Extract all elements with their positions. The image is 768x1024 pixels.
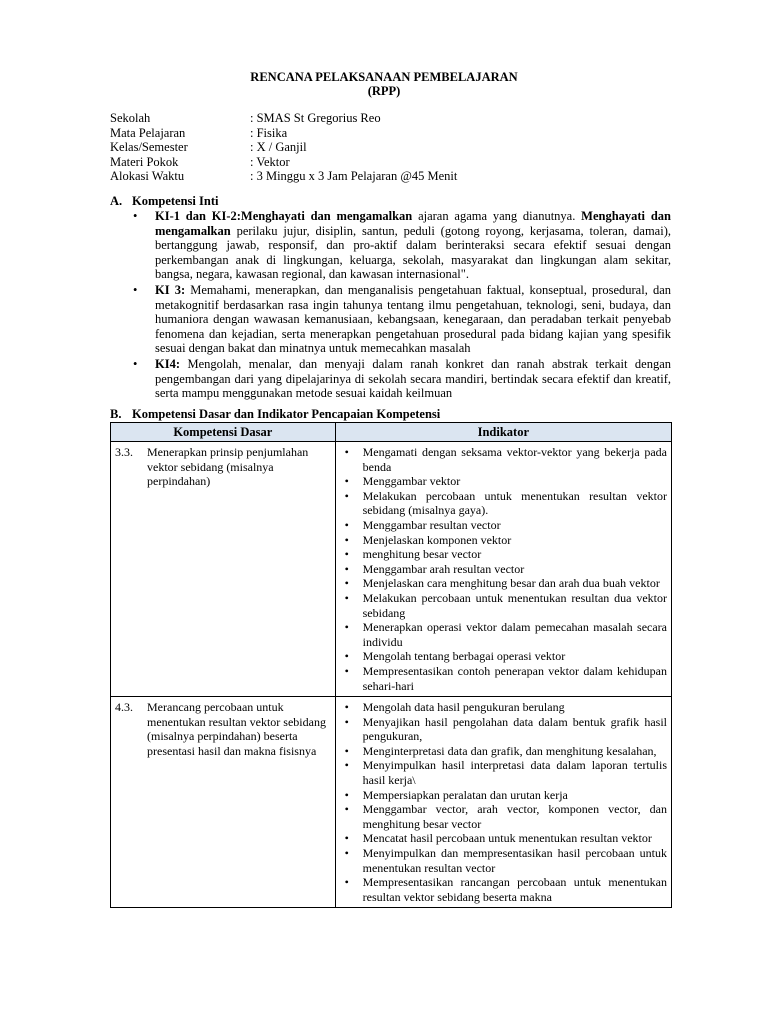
indicator-item <box>340 744 667 759</box>
indicator-item <box>340 591 667 620</box>
section-b-heading <box>110 407 440 422</box>
bullet-icon: • <box>344 576 349 591</box>
bullet-icon: • <box>133 209 138 223</box>
info-label: Kelas/Semester <box>110 140 188 154</box>
table-row <box>111 697 672 908</box>
bullet-icon: • <box>344 517 349 532</box>
info-row-materi-pokok <box>110 155 670 170</box>
indicator-text: Mempersiapkan peralatan dan urutan kerja <box>362 787 568 802</box>
bullet-icon: • <box>344 714 349 729</box>
kd-number: 4.3. <box>115 700 133 715</box>
indicator-item <box>340 802 667 831</box>
ki-item-1 <box>133 209 671 282</box>
indicator-text: Menjelaskan cara menghitung besar dan arah dua buah vektor <box>362 576 660 591</box>
indicator-item <box>340 758 667 787</box>
table-row <box>111 442 672 697</box>
bullet-icon: • <box>344 787 349 802</box>
bullet-icon: • <box>344 831 349 846</box>
kd-number: 3.3. <box>115 445 133 459</box>
indicator-item <box>340 664 667 693</box>
ki-text: ajaran agama yang dianutnya. <box>412 209 582 223</box>
ki-bold: KI4: <box>155 356 180 371</box>
indicator-text: Menjelaskan komponen vektor <box>362 532 512 547</box>
info-row-mata-pelajaran <box>110 126 670 141</box>
bullet-icon: • <box>344 649 349 664</box>
info-value: : 3 Minggu x 3 Jam Pelajaran @45 Menit <box>250 169 458 183</box>
bullet-icon: • <box>344 700 349 715</box>
bullet-icon: • <box>344 474 349 489</box>
bullet-icon: • <box>344 875 349 890</box>
ki-item-4 <box>133 357 671 401</box>
bullet-icon: • <box>344 445 349 459</box>
indicator-text: Menerapkan operasi vektor dalam pemecahan masalah secara individu <box>362 620 667 649</box>
info-row-alokasi-waktu <box>110 169 670 184</box>
info-label: Mata Pelajaran <box>110 125 186 140</box>
indicator-text: Melakukan percobaan untuk menentukan resultan dua vektor sebidang <box>362 590 667 620</box>
indicator-list <box>340 445 667 693</box>
indicator-item <box>340 649 667 664</box>
ki-item-3 <box>133 283 671 356</box>
ki-text: perilaku jujur, disiplin, santun, peduli (gotong royong, kerjasama, toleran, damai), bertanggung jawab, responsif, dan pro-aktif dalam berinteraksi secara efektif sesuai dengan perkembangan anak di lingkungan, keluarga, sekolah, masyarakat dan lingkungan alam sekitar, bangsa, negara, kawasan regional, dan kawasan internasional". <box>155 223 671 282</box>
indicator-text: Mempresentasikan rancangan percobaan untuk menentukan resultan vektor sebidang beserta makna <box>362 875 667 904</box>
info-value: : Vektor <box>250 154 290 169</box>
bullet-icon: • <box>344 802 349 817</box>
info-label: Alokasi Waktu <box>110 169 185 183</box>
document-title: RENCANA PELAKSANAAN PEMBELAJARAN <box>250 70 518 84</box>
indicator-item <box>340 489 667 518</box>
indicator-item <box>340 562 667 577</box>
indicator-item <box>340 700 667 715</box>
header-indikator: Indikator <box>335 423 671 442</box>
info-label: Sekolah <box>110 111 151 125</box>
section-title: Kompetensi Inti <box>132 194 219 208</box>
indicator-text: Menyimpulkan hasil interpretasi data dalam laporan tertulis hasil kerja\ <box>362 758 667 788</box>
bullet-icon: • <box>344 846 349 861</box>
ki-text: Memahami, menerapkan, dan menganalisis pengetahuan faktual, konseptual, prosedural, dan metakognitif berdasarkan rasa ingin tahunya tentang ilmu pengetahuan, teknologi, seni, budaya, dan humaniora dengan wawasan kemanusiaan, kebangsaan, kenegaraan, dan peradaban terkait penyebab fenomena dan kejadian, serta menerapkan pengetahuan prosedural pada bidang kajian yang spesifik sesuai dengan bakat dan minatnya untuk memecahkan masalah <box>155 282 671 356</box>
indicator-item <box>340 875 667 904</box>
kd-cell <box>111 697 336 908</box>
indicator-text: Menyajikan hasil pengolahan data dalam bentuk grafik hasil pengukuran, <box>362 714 667 744</box>
section-letter: A. <box>110 194 123 208</box>
info-value: : X / Ganjil <box>250 140 307 154</box>
section-a-heading <box>110 194 218 209</box>
indicator-item <box>340 831 667 846</box>
indicator-item <box>340 474 667 489</box>
indicator-item <box>340 547 667 562</box>
bullet-icon: • <box>133 282 138 297</box>
indicator-text: Mengolah tentang berbagai operasi vektor <box>362 649 566 664</box>
bullet-icon: • <box>344 590 349 605</box>
section-letter: B. <box>110 407 122 421</box>
indicator-item <box>340 846 667 875</box>
kompetensi-inti-list <box>133 209 671 402</box>
indicator-text: Mencatat hasil percobaan untuk menentukan resultan vektor <box>362 831 652 846</box>
bullet-icon: • <box>344 758 349 773</box>
info-row-sekolah <box>110 111 670 126</box>
indicator-text: Mempresentasikan contoh penerapan vektor dalam kehidupan sehari-hari <box>362 663 667 693</box>
indicator-cell <box>335 697 671 908</box>
info-label: Materi Pokok <box>110 154 179 169</box>
indicator-text: Menyimpulkan dan mempresentasikan hasil percobaan untuk menentukan resultan vector <box>362 846 667 875</box>
bullet-icon: • <box>344 620 349 635</box>
info-value: : Fisika <box>250 125 288 140</box>
info-value: : SMAS St Gregorius Reo <box>250 111 381 125</box>
indicator-text: Mengolah data hasil pengukuran berulang <box>362 700 565 715</box>
identity-block <box>110 111 670 184</box>
indicator-item <box>340 518 667 533</box>
ki-bold: KI-1 dan KI-2:Menghayati dan mengamalkan <box>155 209 413 223</box>
indicator-cell <box>335 442 671 697</box>
indicator-item <box>340 715 667 744</box>
indicator-text: Menggambar resultan vector <box>362 517 501 532</box>
ki-bold: Menghayati dan mengamalkan <box>155 209 671 238</box>
bullet-icon: • <box>344 663 349 678</box>
bullet-icon: • <box>344 532 349 547</box>
indicator-text: Melakukan percobaan untuk menentukan resultan vektor sebidang (misalnya gaya). <box>362 488 667 518</box>
kd-description: Menerapkan prinsip penjumlahan vektor sebidang (misalnya perpindahan) <box>147 445 309 489</box>
indicator-item <box>340 445 667 474</box>
indicator-item <box>340 576 667 591</box>
bullet-icon: • <box>133 356 138 371</box>
bullet-icon: • <box>344 561 349 576</box>
bullet-icon: • <box>344 743 349 758</box>
section-title: Kompetensi Dasar dan Indikator Pencapaian Kompetensi <box>132 407 441 421</box>
bullet-icon: • <box>344 547 349 562</box>
info-row-kelas-semester <box>110 140 670 155</box>
ki-bold: KI 3: <box>155 282 186 297</box>
indicator-list <box>340 700 667 904</box>
indicator-text: menghitung besar vector <box>362 547 482 562</box>
bullet-icon: • <box>344 488 349 503</box>
indicator-text: Mengamati dengan seksama vektor-vektor yang bekerja pada benda <box>362 445 667 474</box>
indicator-text: Menggambar vektor <box>362 474 461 489</box>
indicator-item <box>340 533 667 548</box>
indicator-text: Menggambar vector, arah vector, komponen vector, dan menghitung besar vector <box>362 802 667 831</box>
indicator-item <box>340 788 667 803</box>
table-header-row <box>111 423 672 442</box>
indicator-text: Menggambar arah resultan vector <box>362 561 525 576</box>
document-subtitle: (RPP) <box>367 84 401 98</box>
indicator-item <box>340 620 667 649</box>
kd-description: Merancang percobaan untuk menentukan resultan vektor sebidang (misalnya perpindahan) beserta presentasi hasil dan makna fisisnya <box>147 700 326 758</box>
header-kompetensi-dasar: Kompetensi Dasar <box>111 423 336 442</box>
indicator-text: Menginterpretasi data dan grafik, dan menghitung kesalahan, <box>362 743 657 758</box>
ki-text: Mengolah, menalar, dan menyaji dalam ranah konkret dan ranah abstrak terkait dengan pengembangan dari yang dipelajarinya di sekolah secara mandiri, bertindak secara efektif dan kreatif, serta mampu menggunakan metode sesuai kaidah keilmuan <box>155 356 671 401</box>
kd-indicator-table <box>110 422 672 908</box>
kd-cell <box>111 442 336 697</box>
